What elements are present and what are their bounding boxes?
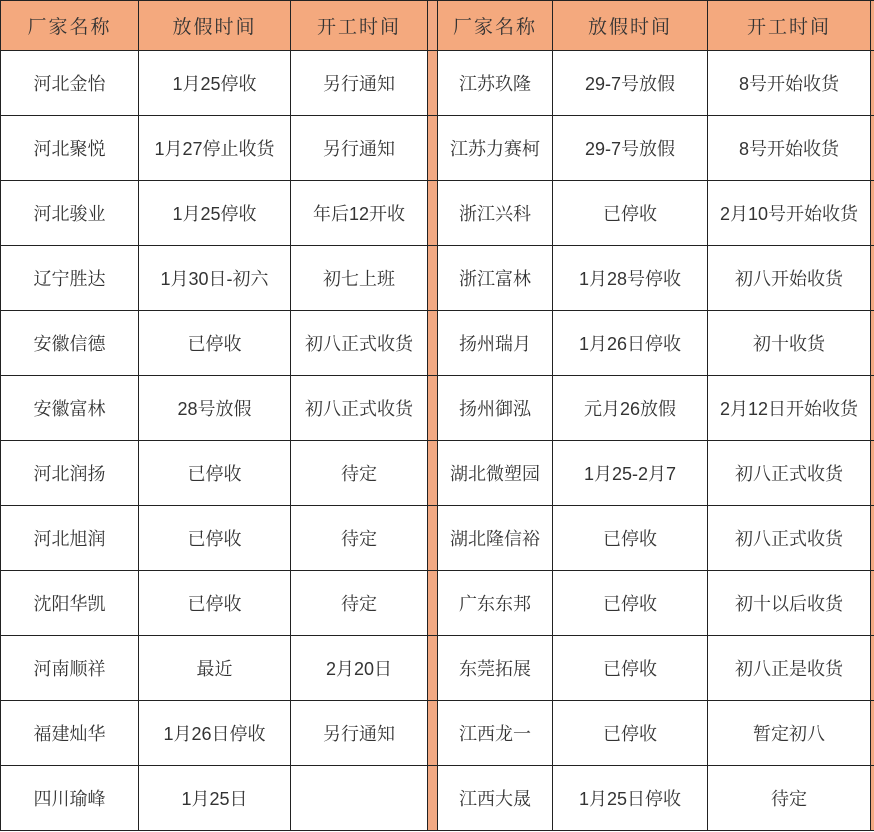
holiday-cell[interactable]: 1月25日 [139,766,291,831]
vendor-cell[interactable]: 浙江兴科 [438,181,553,246]
holiday-cell[interactable]: 29-7号放假 [553,51,708,116]
table-header [1,1,874,51]
vendor-cell[interactable]: 浙江富林 [438,246,553,311]
vendor-cell[interactable]: 河南顺祥 [1,636,139,701]
resume-cell[interactable]: 2月12日开始收货 [708,376,871,441]
holiday-cell[interactable]: 元月26放假 [553,376,708,441]
sheet-edge-strip [871,116,874,181]
table-divider [428,376,438,441]
holiday-cell[interactable]: 已停收 [553,181,708,246]
resume-cell[interactable]: 2月10号开始收货 [708,181,871,246]
sheet-edge-strip [871,181,874,246]
holiday-cell[interactable]: 29-7号放假 [553,116,708,181]
table-row [1,246,874,311]
holiday-cell[interactable]: 1月25停收 [139,51,291,116]
vendor-cell[interactable]: 江西大晟 [438,766,553,831]
sheet-edge-strip [871,701,874,766]
holiday-cell[interactable]: 1月26日停收 [139,701,291,766]
resume-cell[interactable]: 待定 [708,766,871,831]
resume-cell[interactable]: 8号开始收货 [708,51,871,116]
header-row [1,1,874,51]
sheet-edge-strip [871,376,874,441]
table-row [1,441,874,506]
vendor-cell[interactable]: 江西龙一 [438,701,553,766]
holiday-cell[interactable]: 最近 [139,636,291,701]
sheet-edge-strip [871,571,874,636]
holiday-cell[interactable]: 已停收 [553,506,708,571]
resume-cell[interactable]: 另行通知 [291,116,428,181]
resume-cell[interactable]: 初八正式收货 [708,441,871,506]
table-divider [428,51,438,116]
vendor-cell[interactable]: 安徽富林 [1,376,139,441]
resume-cell[interactable]: 待定 [291,571,428,636]
sheet-edge-strip [871,1,874,51]
sheet-edge-strip [871,766,874,831]
holiday-cell[interactable]: 已停收 [139,441,291,506]
vendor-cell[interactable]: 安徽信德 [1,311,139,376]
resume-cell[interactable]: 待定 [291,506,428,571]
resume-cell[interactable]: 8号开始收货 [708,116,871,181]
table-row [1,51,874,116]
resume-cell[interactable]: 2月20日 [291,636,428,701]
table-divider [428,701,438,766]
resume-cell[interactable]: 初八正式收货 [291,311,428,376]
vendor-cell[interactable]: 四川瑜峰 [1,766,139,831]
holiday-cell[interactable]: 1月25日停收 [553,766,708,831]
table-row [1,571,874,636]
table-divider [428,311,438,376]
header-cell-vendor-right[interactable]: 厂家名称 [438,1,553,51]
vendor-cell[interactable]: 河北骏业 [1,181,139,246]
table-body [1,51,874,831]
resume-cell[interactable]: 初八正式收货 [291,376,428,441]
vendor-cell[interactable]: 广东东邦 [438,571,553,636]
table-divider [428,636,438,701]
resume-cell[interactable]: 初八正式收货 [708,506,871,571]
holiday-cell[interactable]: 1月30日-初六 [139,246,291,311]
header-cell-resume-left[interactable]: 开工时间 [291,1,428,51]
holiday-cell[interactable]: 1月25停收 [139,181,291,246]
vendor-cell[interactable]: 河北聚悦 [1,116,139,181]
vendor-cell[interactable]: 福建灿华 [1,701,139,766]
holiday-cell[interactable]: 已停收 [139,311,291,376]
holiday-cell[interactable]: 1月27停止收货 [139,116,291,181]
table-divider [428,246,438,311]
resume-cell[interactable]: 初十以后收货 [708,571,871,636]
vendor-cell[interactable]: 辽宁胜达 [1,246,139,311]
resume-cell[interactable]: 初十收货 [708,311,871,376]
resume-cell[interactable]: 初八开始收货 [708,246,871,311]
table-row [1,116,874,181]
table-row [1,766,874,831]
vendor-cell[interactable]: 扬州瑞月 [438,311,553,376]
vendor-cell[interactable]: 河北金怡 [1,51,139,116]
header-cell-vendor-left[interactable]: 厂家名称 [1,1,139,51]
table-divider [428,506,438,571]
table-row [1,506,874,571]
vendor-cell[interactable]: 湖北隆信裕 [438,506,553,571]
resume-cell[interactable]: 另行通知 [291,51,428,116]
holiday-cell[interactable]: 已停收 [139,506,291,571]
sheet-edge-strip [871,246,874,311]
resume-cell[interactable]: 另行通知 [291,701,428,766]
header-cell-resume-right[interactable]: 开工时间 [708,1,871,51]
table-row [1,181,874,246]
table-divider [428,571,438,636]
table-divider [428,766,438,831]
table-divider [428,181,438,246]
vendor-cell[interactable]: 江苏力赛柯 [438,116,553,181]
resume-cell[interactable]: 暂定初八 [708,701,871,766]
sheet-edge-strip [871,441,874,506]
resume-cell[interactable]: 年后12开收 [291,181,428,246]
vendor-cell[interactable]: 河北旭润 [1,506,139,571]
sheet-edge-strip [871,51,874,116]
sheet-edge-strip [871,636,874,701]
sheet-edge-strip [871,311,874,376]
holiday-cell[interactable]: 已停收 [553,701,708,766]
header-cell-holiday-left[interactable]: 放假时间 [139,1,291,51]
vendor-cell[interactable]: 东莞拓展 [438,636,553,701]
vendor-cell[interactable]: 江苏玖隆 [438,51,553,116]
holiday-cell[interactable]: 已停收 [553,636,708,701]
holiday-cell[interactable]: 28号放假 [139,376,291,441]
table-divider [428,441,438,506]
header-cell-holiday-right[interactable]: 放假时间 [553,1,708,51]
vendor-cell[interactable]: 沈阳华凯 [1,571,139,636]
vendor-cell[interactable]: 扬州御泓 [438,376,553,441]
table-divider [428,116,438,181]
resume-cell[interactable]: 待定 [291,441,428,506]
table-row [1,376,874,441]
vendor-cell[interactable]: 湖北微塑园 [438,441,553,506]
holiday-cell[interactable]: 1月28号停收 [553,246,708,311]
sheet-edge-strip [871,506,874,571]
resume-cell[interactable]: 初八正是收货 [708,636,871,701]
holiday-cell[interactable]: 1月26日停收 [553,311,708,376]
resume-cell[interactable]: 初七上班 [291,246,428,311]
table-divider [428,1,438,51]
holiday-cell[interactable]: 已停收 [139,571,291,636]
table-row [1,636,874,701]
holiday-cell[interactable]: 已停收 [553,571,708,636]
resume-cell[interactable] [291,766,428,831]
table-row [1,701,874,766]
vendor-cell[interactable]: 河北润扬 [1,441,139,506]
holiday-cell[interactable]: 1月25-2月7 [553,441,708,506]
table-row [1,311,874,376]
